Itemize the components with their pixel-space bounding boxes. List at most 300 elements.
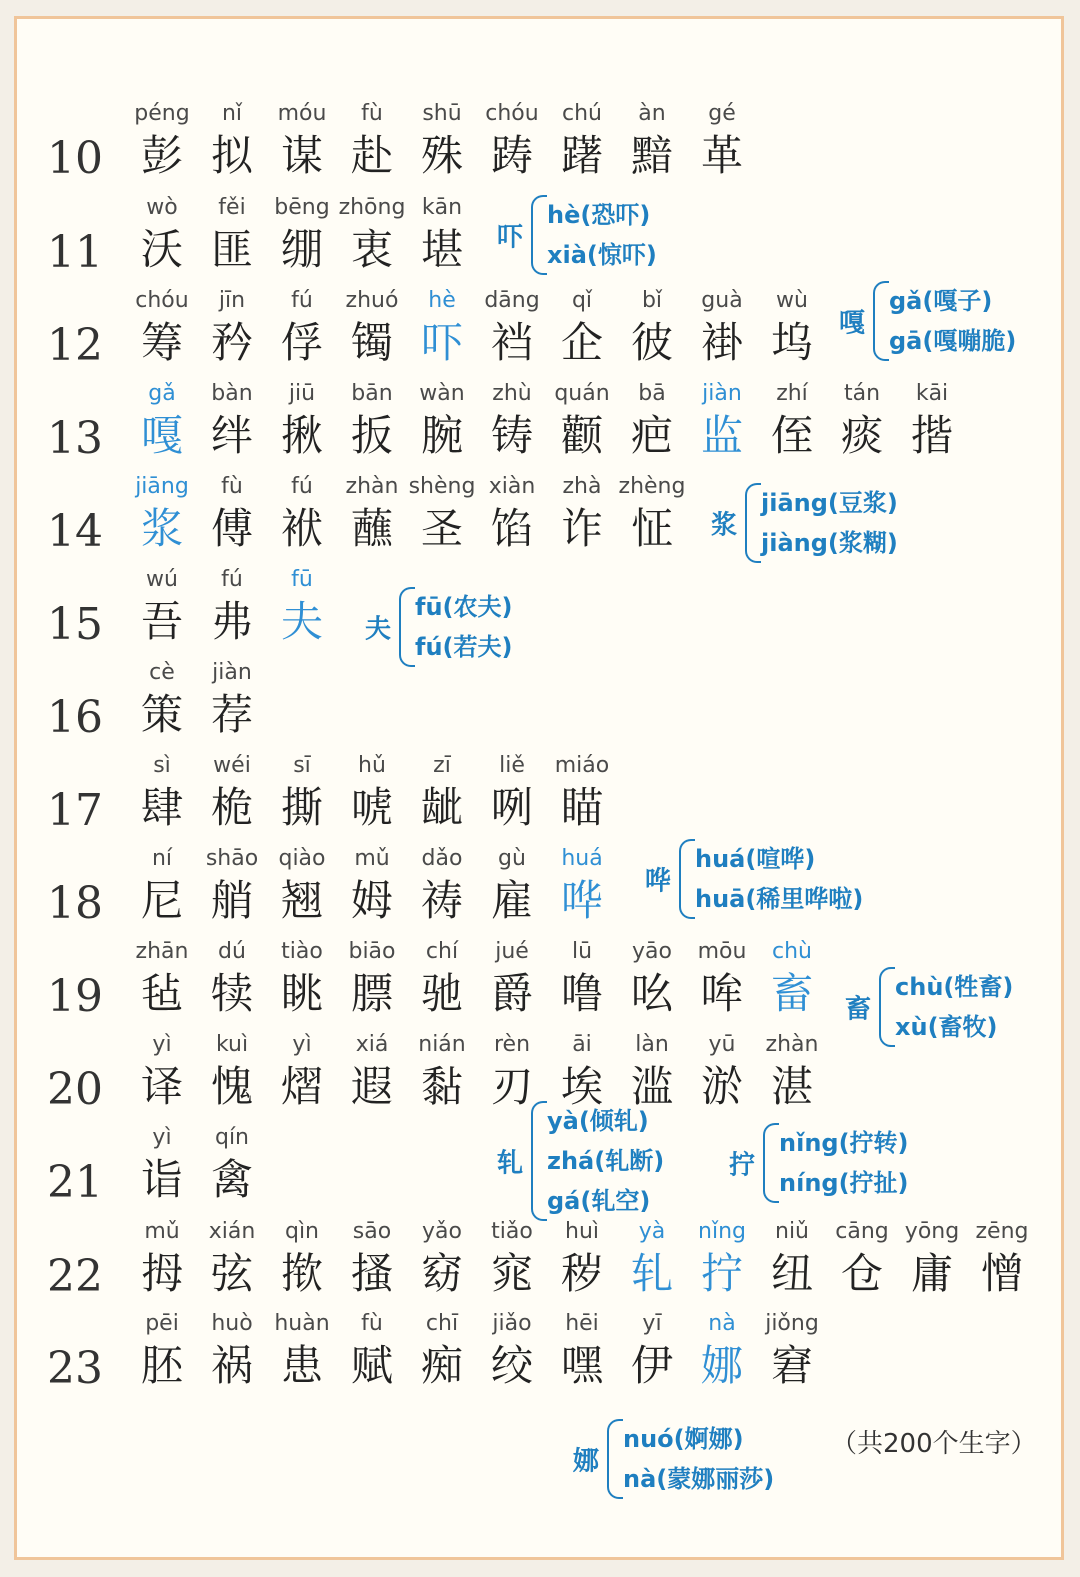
pinyin: bēng (274, 195, 330, 220)
hanzi: 胚 (140, 1341, 183, 1390)
hanzi: 夫 (280, 597, 323, 646)
hanzi: 窘 (770, 1341, 813, 1390)
hanzi: 诈 (560, 504, 603, 553)
character-cell (547, 379, 617, 463)
hanzi: 噜 (560, 969, 603, 1018)
character-cell (617, 937, 687, 1021)
hanzi: 吾 (140, 597, 183, 646)
pinyin: shāo (205, 846, 259, 871)
hanzi: 搔 (350, 1249, 393, 1298)
brace-icon (679, 839, 695, 919)
character-cell (477, 1309, 547, 1393)
character-cell (547, 286, 617, 370)
hanzi: 轧 (630, 1249, 673, 1298)
lesson-number: 13 (47, 413, 103, 464)
pinyin: shèng (408, 474, 476, 499)
pinyin: jué (495, 939, 529, 964)
hanzi: 疤 (630, 411, 673, 460)
pinyin: xián (208, 1219, 256, 1244)
hanzi: 揩 (910, 411, 953, 460)
pinyin: lū (571, 939, 593, 964)
pinyin: liě (499, 753, 525, 778)
polyphone-reading: jiàng(浆糊) (761, 529, 898, 557)
pinyin: kān (421, 195, 463, 220)
hanzi: 躇 (560, 131, 603, 180)
character-cell (267, 1030, 337, 1114)
pinyin: jiàn (702, 381, 742, 406)
character-cell (197, 286, 267, 370)
lesson-row (17, 1217, 1061, 1313)
hanzi: 患 (280, 1341, 323, 1390)
pinyin: huò (211, 1311, 253, 1336)
hanzi: 桅 (210, 783, 253, 832)
hanzi: 镯 (350, 318, 393, 367)
character-cell (617, 286, 687, 370)
hanzi: 荐 (210, 690, 253, 739)
hanzi: 湛 (770, 1062, 813, 1111)
pinyin: xiá (355, 1032, 389, 1057)
hanzi: 绞 (490, 1341, 533, 1390)
hanzi: 咧 (490, 783, 533, 832)
hanzi: 揪 (280, 411, 323, 460)
character-cell (337, 751, 407, 835)
hanzi: 策 (140, 690, 183, 739)
character-cell (337, 937, 407, 1021)
hanzi: 姆 (350, 876, 393, 925)
polyphone-reading: nà(蒙娜丽莎) (623, 1465, 775, 1493)
character-cell (477, 937, 547, 1021)
pinyin: jiāng (135, 474, 189, 499)
character-cell (687, 937, 757, 1021)
hanzi: 矜 (210, 318, 253, 367)
hanzi: 窕 (490, 1249, 533, 1298)
pinyin: āi (572, 1032, 592, 1057)
character-cell (757, 286, 827, 370)
polyphone-reading: yà(倾轧) (547, 1107, 649, 1135)
hanzi: 谋 (280, 131, 323, 180)
character-cell (197, 1030, 267, 1114)
polyphone-readings (779, 1123, 909, 1203)
character-cell (407, 1309, 477, 1393)
character-cell (337, 844, 407, 928)
pinyin: zhàn (765, 1032, 819, 1057)
polyphone-char: 娜 (573, 1446, 600, 1477)
hanzi: 痴 (420, 1341, 463, 1390)
character-cell (267, 286, 337, 370)
character-cell (757, 379, 827, 463)
pinyin: sī (293, 753, 311, 778)
character-cell (547, 937, 617, 1021)
hanzi: 吆 (630, 969, 673, 1018)
hanzi: 愧 (210, 1062, 253, 1111)
polyphone-char: 吓 (497, 222, 524, 253)
brace-icon (399, 587, 415, 667)
lesson-row (17, 658, 1061, 754)
hanzi: 痰 (840, 411, 883, 460)
hanzi: 吓 (420, 318, 463, 367)
character-cell (547, 1309, 617, 1393)
hanzi: 俘 (280, 318, 323, 367)
character-cell (407, 1030, 477, 1114)
pinyin: mǔ (354, 846, 390, 871)
polyphone-note (497, 195, 857, 275)
character-cell (757, 1309, 827, 1393)
character-cell (687, 99, 757, 183)
hanzi: 爵 (490, 969, 533, 1018)
character-cell (407, 844, 477, 928)
pinyin: shū (422, 101, 462, 126)
hanzi: 赴 (350, 131, 393, 180)
pinyin: rèn (493, 1032, 531, 1057)
character-cell (127, 193, 197, 277)
pinyin: chù (772, 939, 812, 964)
character-cell (267, 99, 337, 183)
hanzi: 铸 (490, 411, 533, 460)
hanzi: 袱 (280, 504, 323, 553)
lesson-number: 19 (47, 971, 103, 1022)
pinyin: kuì (215, 1032, 249, 1057)
character-cell (267, 937, 337, 1021)
pinyin: nián (418, 1032, 466, 1057)
pinyin: fú (221, 567, 243, 592)
polyphone-readings (415, 587, 512, 667)
hanzi: 彼 (630, 318, 673, 367)
character-cell (197, 937, 267, 1021)
hanzi: 哞 (700, 969, 743, 1018)
pinyin: nǐ (221, 101, 243, 126)
hanzi: 膘 (350, 969, 393, 1018)
character-cell (127, 1217, 197, 1301)
hanzi: 驰 (420, 969, 463, 1018)
character-cell (617, 1309, 687, 1393)
brace-icon (607, 1419, 623, 1499)
hanzi: 译 (140, 1062, 183, 1111)
pinyin: cè (149, 660, 175, 685)
hanzi: 彭 (140, 131, 183, 180)
hanzi: 畜 (770, 969, 813, 1018)
hanzi: 腕 (420, 411, 463, 460)
polyphone-char: 哗 (645, 866, 672, 897)
character-cell (547, 844, 617, 928)
character-cell (127, 99, 197, 183)
pinyin: tiào (281, 939, 323, 964)
brace-icon (531, 1101, 547, 1221)
lesson-number: 12 (47, 320, 103, 371)
brace-icon (879, 967, 895, 1047)
hanzi: 诣 (140, 1155, 183, 1204)
hanzi: 黏 (420, 1062, 463, 1111)
hanzi: 傅 (210, 504, 253, 553)
pinyin: zhuó (345, 288, 399, 313)
character-cell (337, 472, 407, 556)
pinyin: zēng (975, 1219, 1029, 1244)
pinyin: zhí (776, 381, 808, 406)
pinyin: huàn (274, 1311, 330, 1336)
pinyin: fū (291, 567, 313, 592)
character-cell (477, 1217, 547, 1301)
pinyin: biāo (348, 939, 396, 964)
character-cell (267, 472, 337, 556)
character-cell (757, 937, 827, 1021)
polyphone-reading: zhá(轧断) (547, 1147, 665, 1175)
character-cell (127, 658, 197, 742)
character-cell (197, 99, 267, 183)
polyphone-char: 拧 (729, 1150, 756, 1181)
lesson-number: 22 (47, 1251, 103, 1302)
character-cell (617, 1217, 687, 1301)
pinyin: péng (134, 101, 190, 126)
hanzi: 淤 (700, 1062, 743, 1111)
polyphone-readings (889, 281, 1016, 361)
hanzi: 憎 (980, 1249, 1023, 1298)
character-cell (197, 844, 267, 928)
polyphone-reading: jiāng(豆浆) (761, 489, 898, 517)
pinyin: wò (146, 195, 178, 220)
pinyin: guà (701, 288, 743, 313)
character-cell (477, 751, 547, 835)
pinyin: fěi (218, 195, 246, 220)
polyphone-reading: gǎ(嘎子) (889, 287, 993, 315)
hanzi: 毡 (140, 969, 183, 1018)
pinyin: sāo (352, 1219, 392, 1244)
character-cell (127, 565, 197, 649)
pinyin: yāo (632, 939, 672, 964)
pinyin: gé (708, 101, 736, 126)
lesson-number: 15 (47, 599, 103, 650)
polyphone-reading: fū(农夫) (415, 593, 513, 621)
hanzi: 筹 (140, 318, 183, 367)
character-cell (547, 472, 617, 556)
character-cell (197, 751, 267, 835)
hanzi: 颧 (560, 411, 603, 460)
pinyin: qìn (284, 1219, 320, 1244)
hanzi: 殊 (420, 131, 463, 180)
lesson-number: 14 (47, 506, 103, 557)
polyphone-reading: hè(恐吓) (547, 201, 651, 229)
pinyin: yōng (904, 1219, 960, 1244)
character-cell (687, 1217, 757, 1301)
hanzi: 瞄 (560, 783, 603, 832)
hanzi: 唬 (350, 783, 393, 832)
polyphone-readings (547, 1101, 664, 1221)
hanzi: 匪 (210, 225, 253, 274)
pinyin: bā (638, 381, 666, 406)
character-cell (337, 1217, 407, 1301)
character-cell (477, 844, 547, 928)
hanzi: 犊 (210, 969, 253, 1018)
character-cell (197, 1309, 267, 1393)
pinyin: mǔ (144, 1219, 180, 1244)
character-cell (127, 1030, 197, 1114)
hanzi: 踌 (490, 131, 533, 180)
character-cell (827, 1217, 897, 1301)
character-cell (127, 1309, 197, 1393)
pinyin: zhù (492, 381, 532, 406)
character-cell (687, 379, 757, 463)
polyphone-readings (623, 1419, 774, 1499)
brace-icon (763, 1123, 779, 1203)
character-cell (337, 193, 407, 277)
pinyin: nà (708, 1311, 736, 1336)
total-count: （共200个生字） (831, 1429, 1037, 1459)
hanzi: 绊 (210, 411, 253, 460)
character-cell (477, 286, 547, 370)
character-cell (687, 1309, 757, 1393)
hanzi: 秽 (560, 1249, 603, 1298)
hanzi: 侄 (770, 411, 813, 460)
pinyin: ní (151, 846, 173, 871)
character-cell (827, 379, 897, 463)
character-cell (197, 565, 267, 649)
character-cell (407, 379, 477, 463)
pinyin: jiàn (212, 660, 252, 685)
character-cell (267, 844, 337, 928)
pinyin: miáo (554, 753, 610, 778)
polyphone-readings (695, 839, 863, 919)
hanzi: 拧 (700, 1249, 743, 1298)
pinyin: fú (291, 288, 313, 313)
pinyin: hǔ (358, 753, 386, 778)
pinyin: zhān (135, 939, 189, 964)
hanzi: 娜 (700, 1341, 743, 1390)
pinyin: tán (843, 381, 881, 406)
character-cell (897, 379, 967, 463)
hanzi: 嘎 (140, 411, 183, 460)
hanzi: 尼 (140, 876, 183, 925)
character-cell (267, 565, 337, 649)
character-cell (197, 1217, 267, 1301)
character-cell (477, 99, 547, 183)
polyphone-reading: níng(拧扯) (779, 1169, 909, 1197)
character-cell (267, 1217, 337, 1301)
character-cell (197, 1123, 267, 1207)
character-cell (267, 1309, 337, 1393)
lesson-row (17, 751, 1061, 847)
pinyin: fù (361, 1311, 383, 1336)
character-cell (757, 1217, 827, 1301)
character-cell (267, 751, 337, 835)
pinyin: àn (638, 101, 666, 126)
pinyin: móu (277, 101, 327, 126)
hanzi: 裆 (490, 318, 533, 367)
hanzi: 扳 (350, 411, 393, 460)
lesson-number: 21 (47, 1157, 103, 1208)
polyphone-reading: nǐng(拧转) (779, 1129, 909, 1157)
pinyin: chóu (135, 288, 189, 313)
hanzi: 绷 (280, 225, 323, 274)
pinyin: huá (561, 846, 603, 871)
pinyin: chī (425, 1311, 459, 1336)
hanzi: 堪 (420, 225, 463, 274)
pinyin: wéi (213, 753, 251, 778)
character-cell (337, 99, 407, 183)
pinyin: tiǎo (491, 1219, 533, 1244)
polyphone-readings (761, 483, 898, 563)
brace-icon (873, 281, 889, 361)
hanzi: 刃 (490, 1062, 533, 1111)
hanzi: 撕 (280, 783, 323, 832)
pinyin: wù (776, 288, 808, 313)
character-cell (337, 379, 407, 463)
polyphone-reading: gá(轧空) (547, 1187, 651, 1215)
polyphone-reading: xià(惊吓) (547, 241, 657, 269)
hanzi: 坞 (770, 318, 813, 367)
pinyin: wú (146, 567, 178, 592)
pinyin: bǐ (641, 288, 663, 313)
hanzi: 褂 (700, 318, 743, 367)
pinyin: làn (635, 1032, 669, 1057)
pinyin: hēi (565, 1311, 599, 1336)
character-cell (197, 193, 267, 277)
character-cell (897, 1217, 967, 1301)
polyphone-note (839, 281, 1080, 361)
polyphone-reading: huā(稀里哗啦) (695, 885, 864, 913)
hanzi: 衷 (350, 225, 393, 274)
character-cell (127, 751, 197, 835)
polyphone-char: 嘎 (839, 308, 866, 339)
polyphone-reading: gā(嘎嘣脆) (889, 327, 1017, 355)
pinyin: niǔ (775, 1219, 809, 1244)
hanzi: 伊 (630, 1341, 673, 1390)
hanzi: 翘 (280, 876, 323, 925)
pinyin: yī (642, 1311, 662, 1336)
character-cell (407, 751, 477, 835)
hanzi: 弗 (210, 597, 253, 646)
pinyin: huì (565, 1219, 599, 1244)
pinyin: gù (498, 846, 526, 871)
character-cell (197, 379, 267, 463)
pinyin: yì (152, 1125, 172, 1150)
hanzi: 眺 (280, 969, 323, 1018)
hanzi: 赋 (350, 1341, 393, 1390)
hanzi: 熠 (280, 1062, 323, 1111)
pinyin: zhàn (345, 474, 399, 499)
character-cell (547, 1217, 617, 1301)
polyphone-note (645, 839, 1005, 919)
pinyin: chí (425, 939, 459, 964)
pinyin: mōu (697, 939, 747, 964)
polyphone-char: 轧 (497, 1148, 524, 1179)
hanzi: 禽 (210, 1155, 253, 1204)
pinyin: quán (554, 381, 610, 406)
character-cell (337, 1309, 407, 1393)
pinyin: jiǎo (492, 1311, 532, 1336)
character-cell (127, 844, 197, 928)
polyphone-readings (895, 967, 1013, 1047)
hanzi: 艄 (210, 876, 253, 925)
hanzi: 浆 (140, 504, 183, 553)
hanzi: 埃 (560, 1062, 603, 1111)
hanzi: 仓 (840, 1249, 883, 1298)
character-cell (267, 193, 337, 277)
hanzi: 滥 (630, 1062, 673, 1111)
pinyin: yà (638, 1219, 666, 1244)
hanzi: 龇 (420, 783, 463, 832)
character-cell (127, 286, 197, 370)
hanzi: 黯 (630, 131, 673, 180)
lesson-row (17, 99, 1061, 195)
hanzi: 雇 (490, 876, 533, 925)
lesson-number: 18 (47, 878, 103, 929)
character-cell (967, 1217, 1037, 1301)
character-cell (547, 751, 617, 835)
brace-icon (745, 483, 761, 563)
pinyin: zhà (562, 474, 602, 499)
pinyin: pēi (145, 1311, 179, 1336)
character-cell (407, 193, 477, 277)
pinyin: zhèng (618, 474, 686, 499)
pinyin: wàn (419, 381, 465, 406)
